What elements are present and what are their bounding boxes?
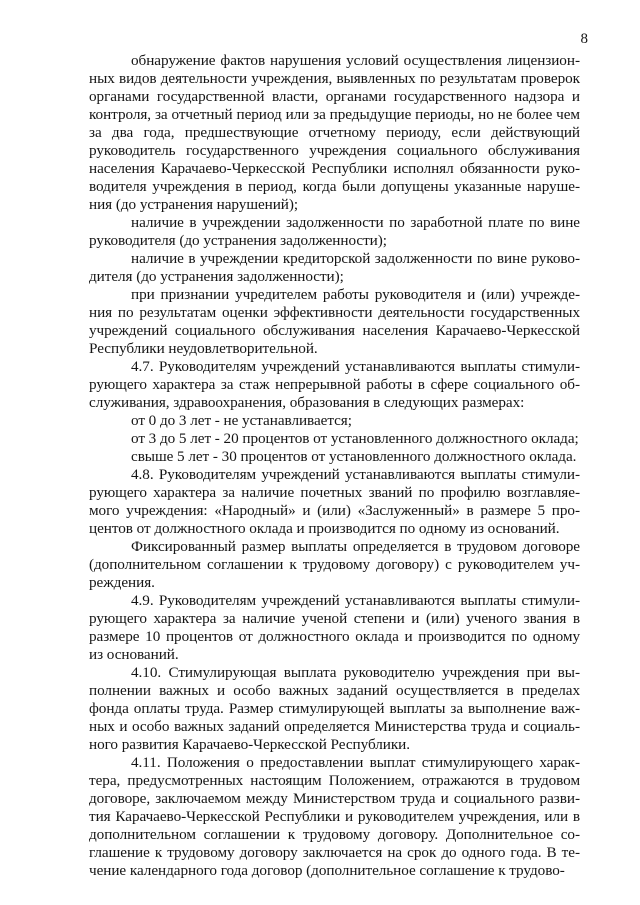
paragraph-4-9: 4.9. Руководителям учреждений устанавливаются выплаты стимулирующего характера за наличие ученой степени и (или) ученого звания в размере 10 процентов от должностного оклада и производится по одному из оснований. <box>89 592 580 663</box>
paragraph-creditor-debt: наличие в учреждении кредиторской задолженности по вине руководителя (до устранения задолженности); <box>89 250 580 285</box>
paragraph-wage-debt: наличие в учреждении задолженности по заработной плате по вине руководителя (до устранения задолженности); <box>89 214 580 249</box>
paragraph-4-8: 4.8. Руководителям учреждений устанавливаются выплаты стимулирующего характера за наличие почетных званий по профилю возглавляемого учреждения: «Народный» и (или) «Заслуженный» в размере 5 процентов от должностного оклада и производится по одному из оснований. <box>89 466 580 537</box>
paragraph-fixed-payment: Фиксированный размер выплаты определяется в трудовом договоре (дополнительном соглашении к трудовому договору) с руководителем учреждения. <box>89 538 580 591</box>
list-item-3-5-years: от 3 до 5 лет - 20 процентов от установленного должностного оклада; <box>131 430 579 447</box>
list-item-over-5-years: свыше 5 лет - 30 процентов от установленного должностного оклада. <box>131 448 577 465</box>
list-item-0-3-years: от 0 до 3 лет - не устанавливается; <box>131 412 352 429</box>
document-body <box>89 52 580 880</box>
paragraph-4-10: 4.10. Стимулирующая выплата руководителю учреждения при выполнении важных и особо важных заданий осуществляется в пределах фонда оплаты труда. Размер стимулирующей выплаты за выполнение важных и особо важных заданий определяется Министерства труда и социального развития Карачаево-Черкесской Республики. <box>89 664 580 753</box>
paragraph-violations: обнаружение фактов нарушения условий осуществления лицензионных видов деятельности учреждения, выявленных по результатам проверок органами государственной власти, органами государственного надзора и контроля, за отчетный период или за предыдущие периоды, но не более чем за два года, предшествующие отчетному периоду, если действующий руководитель государственного учреждения социального обслуживания населения Карачаево-Черкесской Республики исполнял обязанности руководителя учреждения в период, когда были допущены указанные нарушения (до устранения нарушений); <box>89 52 580 213</box>
paragraph-4-11: 4.11. Положения о предоставлении выплат стимулирующего характера, предусмотренных настоящим Положением, отражаются в трудовом договоре, заключаемом между Министерством труда и социального развития Карачаево-Черкесской Республики и руководителем учреждения, или в дополнительном соглашении к трудовому договору. Дополнительное соглашение к трудовому договору заключается на срок до одного года. В течение календарного года договор (дополнительное соглашение к трудово- <box>89 754 580 879</box>
page-number: 8 <box>580 31 588 47</box>
paragraph-unsatisfactory-work: при признании учредителем работы руководителя и (или) учреждения по результатам оценки эффективности деятельности государственных учреждений социального обслуживания населения Карачаево-Черкесской Республики неудовлетворительной. <box>89 286 580 357</box>
paragraph-4-7: 4.7. Руководителям учреждений устанавливаются выплаты стимулирующего характера за стаж непрерывной работы в сфере социального обслуживания, здравоохранения, образования в следующих размерах: <box>89 358 580 411</box>
